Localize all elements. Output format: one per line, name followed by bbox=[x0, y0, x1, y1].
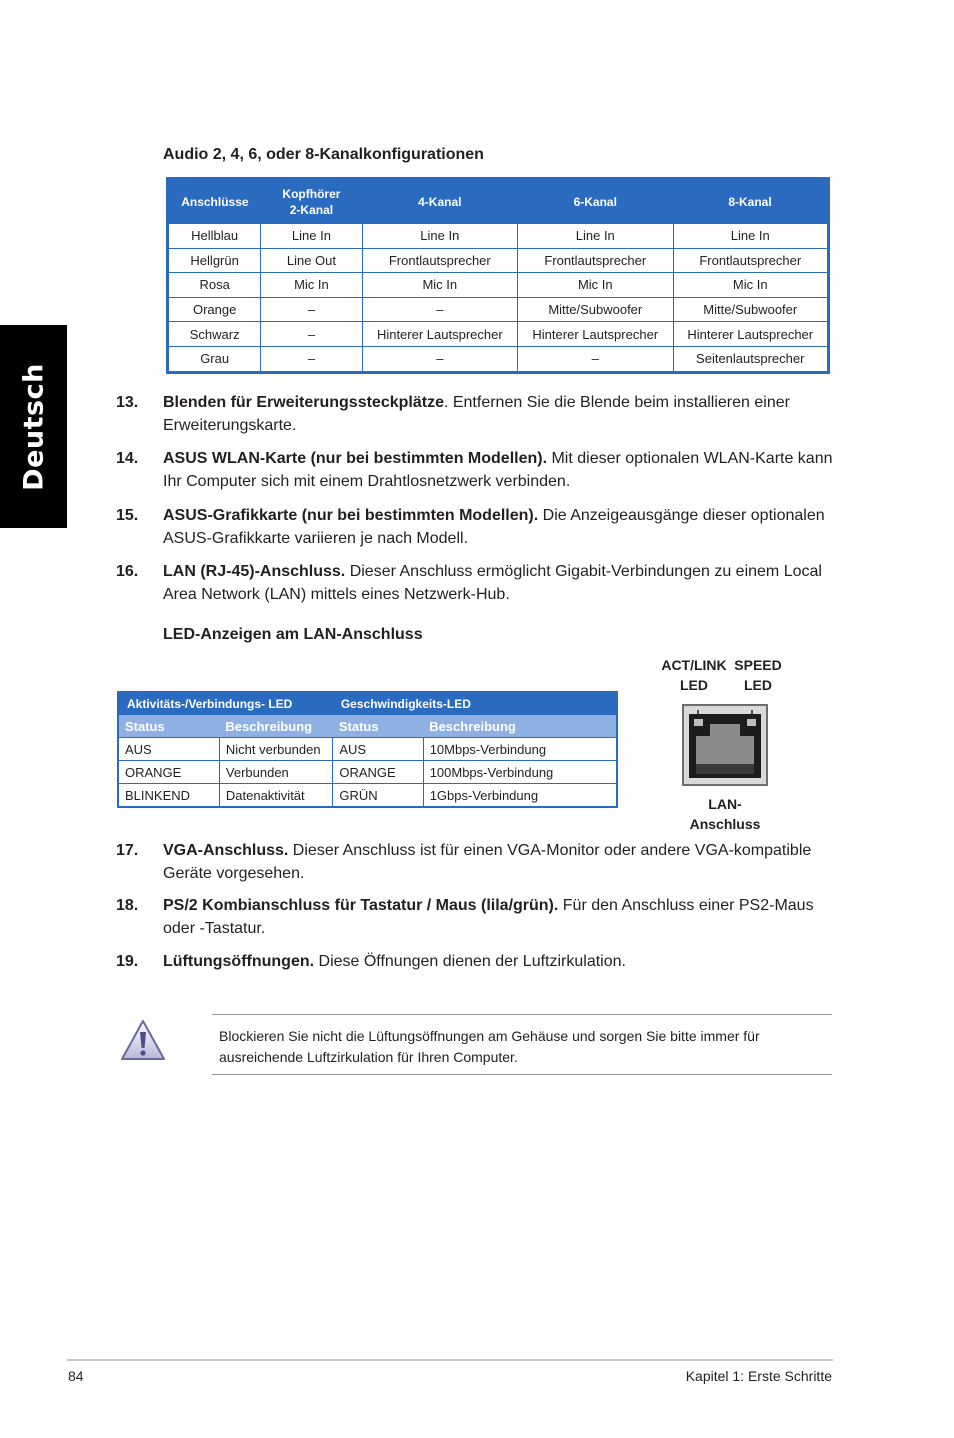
audio-header-cell: Kopfhörer 2-Kanal bbox=[261, 179, 362, 224]
audio-header-cell: Anschlüsse bbox=[168, 179, 261, 224]
table-cell: – bbox=[362, 346, 517, 372]
table-cell: ORANGE bbox=[118, 761, 219, 784]
item-text: Dieser Anschluss ermöglicht Gigabit-Verbindungen zu einem Local Area Network (LAN) mittels eines Netzwerk-Hub. bbox=[163, 563, 822, 603]
table-cell: 1Gbps-Verbindung bbox=[423, 784, 617, 808]
table-cell: Line In bbox=[261, 224, 362, 249]
act-link-led-label: ACT/LINK LED bbox=[661, 657, 727, 693]
table-cell: 10Mbps-Verbindung bbox=[423, 738, 617, 761]
item-text: Die Anzeigeausgänge dieser optionalen ASUS-Grafikkarte variieren je nach Modell. bbox=[163, 507, 825, 547]
list-item bbox=[116, 950, 836, 973]
table-cell: AUS bbox=[118, 738, 219, 761]
table-cell: Hinterer Lautsprecher bbox=[673, 322, 828, 347]
item-number: 14. bbox=[116, 450, 139, 467]
led-column-header: Beschreibung bbox=[423, 715, 617, 738]
table-cell: Line In bbox=[673, 224, 828, 249]
list-item bbox=[116, 894, 836, 940]
table-cell: Frontlautsprecher bbox=[518, 248, 673, 273]
table-cell: – bbox=[362, 297, 517, 322]
page-number: 84 bbox=[68, 1368, 84, 1384]
item-text: Diese Öffnungen dienen der Luftzirkulation. bbox=[314, 953, 626, 970]
item-heading: LAN (RJ-45)-Anschluss. bbox=[163, 563, 346, 580]
item-heading: Lüftungsöffnungen. bbox=[163, 953, 315, 970]
table-cell: Datenaktivität bbox=[219, 784, 332, 808]
item-number: 13. bbox=[116, 394, 139, 411]
table-cell: GRÜN bbox=[333, 784, 423, 808]
table-cell: Seitenlautsprecher bbox=[673, 346, 828, 372]
led-group-header-row bbox=[118, 692, 617, 715]
item-text: Mit dieser optionalen WLAN-Karte kann Ihr Computer sich mit einem Drahtlosnetzwerk verbinden. bbox=[163, 450, 833, 490]
table-cell: Schwarz bbox=[168, 322, 261, 347]
audio-header-cell: 4-Kanal bbox=[362, 179, 517, 224]
table-row bbox=[168, 224, 829, 249]
audio-header-cell: 6-Kanal bbox=[518, 179, 673, 224]
item-text: Für den Anschluss einer PS2-Maus oder -Tastatur. bbox=[163, 897, 814, 937]
table-row bbox=[168, 273, 829, 298]
item-number: 17. bbox=[116, 842, 139, 859]
table-cell: AUS bbox=[333, 738, 423, 761]
item-text: . Entfernen Sie die Blende beim installieren einer Erweiterungskarte. bbox=[163, 394, 790, 434]
list-item bbox=[116, 560, 836, 606]
item-heading: VGA-Anschluss. bbox=[163, 842, 289, 859]
table-cell: 100Mbps-Verbindung bbox=[423, 761, 617, 784]
table-cell: Frontlautsprecher bbox=[673, 248, 828, 273]
list-item bbox=[116, 391, 836, 437]
led-indicator-table bbox=[117, 691, 618, 808]
chapter-title: Kapitel 1: Erste Schritte bbox=[685, 1368, 832, 1384]
table-cell: – bbox=[261, 322, 362, 347]
audio-config-table bbox=[166, 177, 830, 374]
led-group-header: Aktivitäts-/Verbindungs- LED bbox=[118, 692, 333, 715]
led-column-header: Status bbox=[118, 715, 219, 738]
table-cell: Mic In bbox=[673, 273, 828, 298]
table-cell: Hellblau bbox=[168, 224, 261, 249]
table-cell: Hellgrün bbox=[168, 248, 261, 273]
lan-port-label: LAN- Anschluss bbox=[689, 796, 761, 832]
item-heading: PS/2 Kombianschluss für Tastatur / Maus (lila/grün). bbox=[163, 897, 559, 914]
side-tab-label: Deutsch bbox=[18, 362, 49, 491]
table-cell: Mic In bbox=[518, 273, 673, 298]
list-item bbox=[116, 447, 836, 493]
table-cell: Mic In bbox=[261, 273, 362, 298]
item-heading: Blenden für Erweiterungssteckplätze bbox=[163, 394, 444, 411]
table-cell: Mitte/Subwoofer bbox=[518, 297, 673, 322]
footer-divider bbox=[67, 1359, 833, 1361]
item-number: 19. bbox=[116, 953, 139, 970]
table-cell: Line In bbox=[362, 224, 517, 249]
table-row bbox=[168, 322, 829, 347]
table-row bbox=[118, 738, 617, 761]
caution-box bbox=[212, 1014, 832, 1075]
table-cell: Line In bbox=[518, 224, 673, 249]
item-text: Dieser Anschluss ist für einen VGA-Monitor oder andere VGA-kompatible Geräte vorgesehen. bbox=[163, 842, 812, 882]
item-heading: ASUS WLAN-Karte (nur bei bestimmten Modellen). bbox=[163, 450, 548, 467]
led-group-header: Geschwindigkeits-LED bbox=[333, 692, 617, 715]
led-column-header: Status bbox=[333, 715, 423, 738]
table-cell: Orange bbox=[168, 297, 261, 322]
table-cell: Mitte/Subwoofer bbox=[673, 297, 828, 322]
item-number: 16. bbox=[116, 563, 139, 580]
table-row bbox=[168, 297, 829, 322]
led-section-title: LED-Anzeigen am LAN-Anschluss bbox=[163, 626, 423, 643]
table-cell: BLINKEND bbox=[118, 784, 219, 808]
table-cell: – bbox=[261, 346, 362, 372]
table-cell: Rosa bbox=[168, 273, 261, 298]
table-cell: – bbox=[518, 346, 673, 372]
table-cell: Hinterer Lautsprecher bbox=[362, 322, 517, 347]
table-row bbox=[118, 784, 617, 808]
list-item bbox=[116, 839, 836, 885]
warning-triangle-icon bbox=[120, 1019, 166, 1061]
table-cell: Nicht verbunden bbox=[219, 738, 332, 761]
table-cell: Grau bbox=[168, 346, 261, 372]
item-heading: ASUS-Grafikkarte (nur bei bestimmten Modellen). bbox=[163, 507, 539, 524]
table-cell: – bbox=[261, 297, 362, 322]
table-row bbox=[118, 761, 617, 784]
table-row bbox=[168, 346, 829, 372]
item-number: 18. bbox=[116, 897, 139, 914]
item-number: 15. bbox=[116, 507, 139, 524]
led-column-header: Beschreibung bbox=[219, 715, 332, 738]
led-column-header-row bbox=[118, 715, 617, 738]
side-language-tab bbox=[0, 325, 67, 528]
table-cell: Hinterer Lautsprecher bbox=[518, 322, 673, 347]
audio-header-cell: 8-Kanal bbox=[673, 179, 828, 224]
lan-port-icon bbox=[682, 704, 768, 786]
speed-led-label: SPEED LED bbox=[734, 657, 782, 693]
list-item bbox=[116, 504, 836, 550]
caution-text: Blockieren Sie nicht die Lüftungsöffnungen am Gehäuse und sorgen Sie bitte immer für ausreichende Luftzirkulation für Ihren Computer. bbox=[219, 1028, 760, 1065]
table-cell: Verbunden bbox=[219, 761, 332, 784]
table-cell: Mic In bbox=[362, 273, 517, 298]
table-cell: ORANGE bbox=[333, 761, 423, 784]
table-row bbox=[168, 248, 829, 273]
audio-table-header-row bbox=[168, 179, 829, 224]
table-cell: Frontlautsprecher bbox=[362, 248, 517, 273]
audio-config-title: Audio 2, 4, 6, oder 8-Kanalkonfigurationen bbox=[163, 146, 484, 163]
table-cell: Line Out bbox=[261, 248, 362, 273]
